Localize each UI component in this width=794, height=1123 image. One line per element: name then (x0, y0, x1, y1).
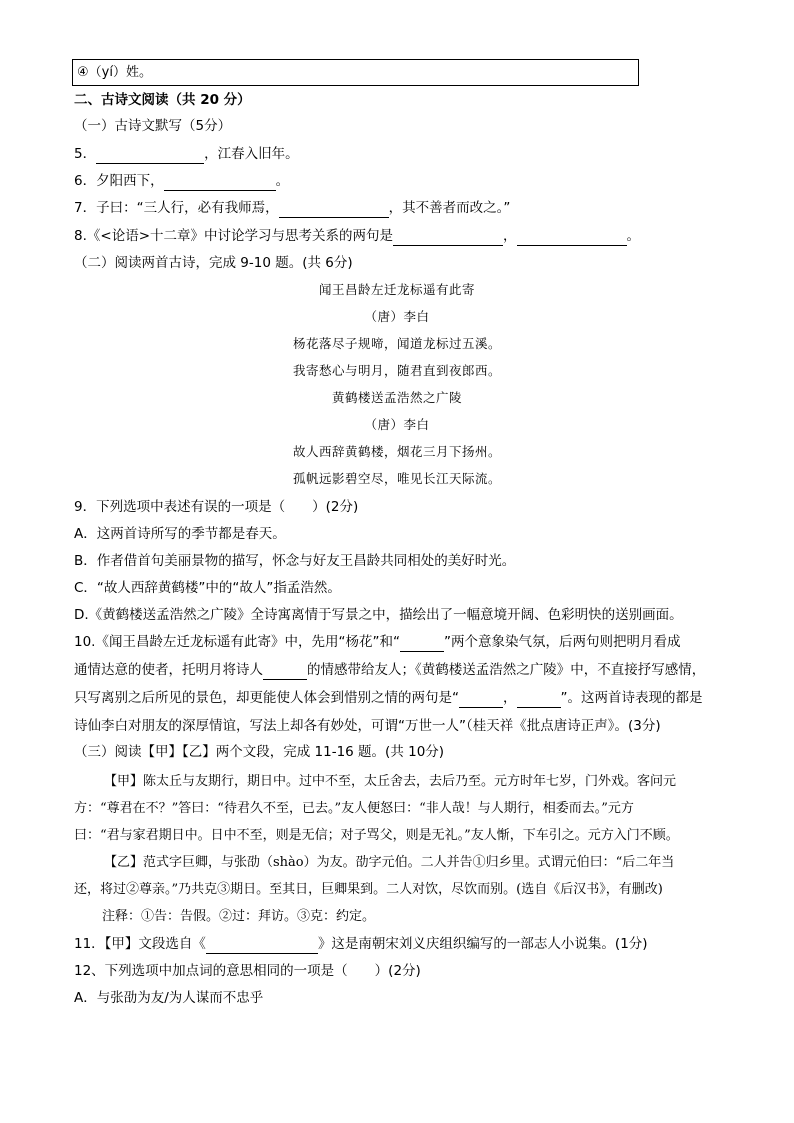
question-7 (74, 198, 510, 218)
q10-blank-4[interactable] (517, 693, 561, 708)
poem1-title: 闻王昌龄左迁龙标遥有此寄 (318, 282, 475, 297)
poem1-line-1: 杨花落尽子规啼，闻道龙标过五溪。 (292, 336, 501, 351)
question-12-stem: 12、下列选项中加点词的意思相同的一项是（ ）(2分) (74, 963, 421, 979)
q7-prefix: 7．子曰：“三人行，必有我师焉， (74, 200, 279, 216)
q8-suffix: 。 (626, 228, 641, 244)
q8-blank-2[interactable] (517, 231, 627, 246)
q9-option-c[interactable]: C．“故人西辞黄鹤楼”中的“故人”指孟浩然。 (74, 580, 341, 596)
poem1-author: （唐）李白 (364, 309, 430, 324)
question-9-stem: 9．下列选项中表述有误的一项是（ ）(2分) (74, 499, 359, 515)
poem2-line-2: 孤帆远影碧空尽，唯见长江天际流。 (292, 471, 501, 486)
section-title: 二、古诗文阅读（共 20 分） (74, 92, 251, 108)
q10-text-2b: 的情感带给友人；《黄鹤楼送孟浩然之广陵》中，不直接抒写感情， (307, 662, 706, 678)
q8-blank-1[interactable] (393, 231, 503, 246)
q11-blank[interactable] (206, 939, 318, 954)
q9-option-b[interactable]: B．作者借首句美丽景物的描写，怀念与好友王昌龄共同相处的美好时光。 (74, 553, 516, 569)
q10-text-3b: ， (503, 690, 517, 706)
q12-option-a[interactable]: A．与张劭为友/为人谋而不忠乎 (74, 990, 264, 1006)
q10-blank-1[interactable] (400, 637, 444, 652)
question-5 (74, 144, 299, 164)
poem2-title: 黄鹤楼送孟浩然之广陵 (331, 390, 462, 405)
part1-heading: （一）古诗文默写（5分） (74, 118, 232, 134)
passage-jia-line-1: 【甲】陈太丘与友期行，期日中。过中不至，太丘舍去，去后乃至。元方时年七岁，门外戏。客问元 (104, 774, 677, 789)
q7-blank[interactable] (279, 203, 389, 218)
part2-heading: （二）阅读两首古诗，完成 9-10 题。(共 6分) (74, 255, 353, 271)
q10-text-1b: ”两个意象染气氛，后两句则把明月看成 (443, 634, 681, 650)
q10-blank-3[interactable] (459, 693, 503, 708)
q8-mid: ， (503, 228, 517, 244)
q10-text-3c: ”。这两首诗表现的都是 (560, 690, 703, 706)
part3-heading: （三）阅读【甲】【乙】两个文段，完成 11-16 题。(共 10分) (74, 744, 445, 760)
q7-suffix: ，其不善者而改之。” (388, 200, 511, 216)
q6-blank[interactable] (164, 176, 276, 191)
box-text: ④（yí）姓。 (77, 65, 152, 80)
q5-prefix: 5． (74, 146, 97, 162)
poem1-line-2: 我寄愁心与明月，随君直到夜郎西。 (292, 363, 501, 378)
passage-yi-line-1: 【乙】范式字巨卿，与张劭（shào）为友。劭字元伯。二人并告①归乡里。式谓元伯曰：“后二年当 (104, 855, 675, 870)
passage-notes: 注释：①告：告假。②过：拜访。③克：约定。 (102, 909, 376, 924)
q10-line-2 (74, 660, 705, 680)
q11-prefix: 11．【甲】文段选自《 (74, 936, 206, 952)
q10-text-2a: 通情达意的使者，托明月将诗人 (74, 662, 263, 678)
q10-text-3a: 只写离别之后所见的景色，却更能使人体会到惜别之情的两句是“ (74, 690, 459, 706)
q6-prefix: 6．夕阳西下， (74, 173, 164, 189)
q11-suffix: 》这是南朝宋刘义庆组织编写的一部志人小说集。(1分) (317, 936, 648, 952)
q10-text-1a: 10.《闻王昌龄左迁龙标遥有此寄》中，先用“杨花”和“ (74, 634, 400, 650)
q6-suffix: 。 (275, 173, 290, 189)
passage-jia-line-3: 曰：“君与家君期日中。日中不至，则是无信；对子骂父，则是无礼。”友人惭，下车引之。元方入门不顾。 (74, 828, 679, 843)
q5-blank[interactable] (96, 149, 204, 164)
q10-line-1 (74, 632, 680, 652)
poem2-author: （唐）李白 (364, 417, 430, 432)
q8-prefix: 8.《<论语>十二章》中讨论学习与思考关系的两句是 (74, 228, 394, 244)
answer-box-line (72, 59, 639, 86)
question-8 (74, 226, 640, 246)
poem2-line-1: 故人西辞黄鹤楼，烟花三月下扬州。 (292, 444, 501, 459)
q10-line-3 (74, 688, 703, 708)
question-6 (74, 171, 289, 191)
q9-option-d[interactable]: D.《黄鹤楼送孟浩然之广陵》全诗寓离情于写景之中，描绘出了一幅意境开阔、色彩明快的送别画面。 (74, 607, 683, 623)
q9-option-a[interactable]: A．这两首诗所写的季节都是春天。 (74, 526, 286, 542)
q10-line-4: 诗仙李白对朋友的深厚情谊，写法上却各有妙处，可谓“万世一人”（桂天祥《批点唐诗正声》。(3分) (74, 718, 661, 734)
passage-yi-line-2: 还，将过②尊亲。”乃共克③期日。至其日，巨卿果到。二人对饮，尽饮而别。(选自《后汉书》，有删改) (74, 882, 663, 897)
question-11 (74, 934, 648, 954)
q10-blank-2[interactable] (263, 665, 307, 680)
passage-jia-line-2: 方：“尊君在不？”答曰：“待君久不至，已去。”友人便怒曰：“非人哉！与人期行，相委而去。”元方 (74, 801, 634, 816)
q5-suffix: ，江春入旧年。 (204, 146, 299, 162)
